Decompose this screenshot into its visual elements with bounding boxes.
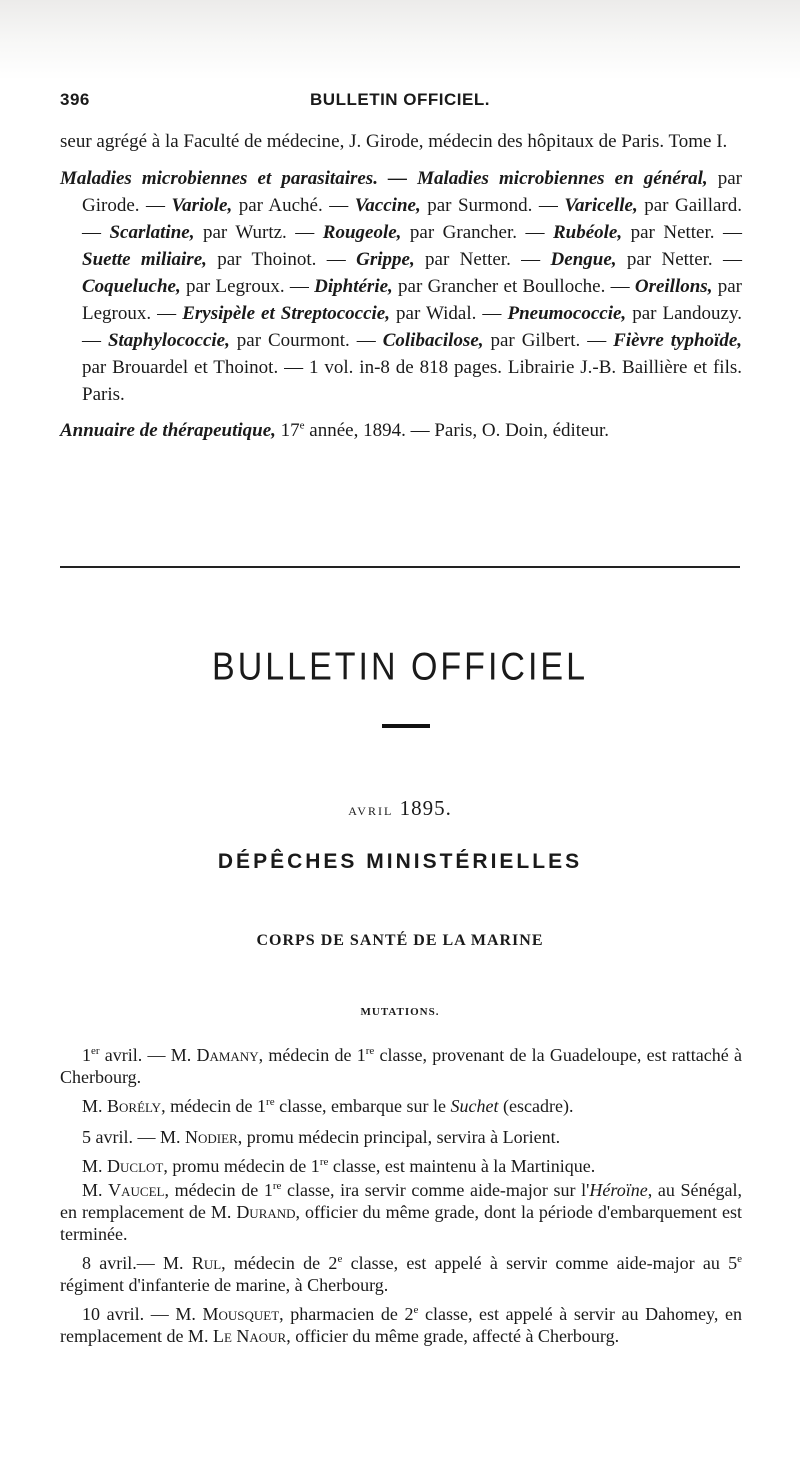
italic-title: Colibacilose, [382,330,484,351]
mutation-entry [60,1095,742,1117]
text-run: par Netter. — [622,222,743,243]
text-run: classe, est appelé à servir comme aide-major au 5 [342,1253,738,1273]
superscript: er [91,1045,100,1057]
italic-title: Suette miliaire, [82,249,207,270]
text-run: (escadre). [498,1096,574,1116]
text-run: année, 1894. — Paris, O. Doin, éditeur. [304,420,610,441]
text-run: par Landouzy. — [82,303,742,351]
continuation-paragraph: seur agrégé à la Faculté de médecine, J. Girode, médecin des hôpitaux de Paris. Tome I. [60,131,728,152]
text-run: classe, ira servir comme aide-major sur l' [281,1180,590,1200]
text-run: par Widal. — [390,303,508,324]
superscript: e [737,1253,743,1265]
text-run: , médecin de 1 [258,1045,366,1065]
text-run: par Brouardel et Thoinot. — 1 vol. in-8 de 818 pages. Librairie J.-B. Baillière et fils. Paris. [82,357,742,405]
mutation-entry [60,1179,742,1245]
italic-title: Pneumococcie, [507,303,627,324]
text-run: par Gaillard. — [82,195,742,243]
person-name: Vaucel [108,1180,165,1200]
italic-title: Staphylococcie, [107,330,230,351]
text-run: par Legroux. — [180,276,315,297]
superscript: re [272,1180,282,1192]
italic-title: Annuaire de thérapeutique, [60,420,276,441]
italic-title: Rubéole, [552,222,623,243]
italic-title: Rougeole, [322,222,402,243]
italic-title: Dengue, [550,249,617,270]
text-run: , médecin de 1 [161,1096,267,1116]
superscript: e [413,1304,419,1316]
italic-title: Coqueluche, [82,276,181,297]
text-run: classe, est appelé à servir au Dahomey, en remplacement de M. [60,1304,742,1346]
text-run: 5 avril. — M. [82,1127,185,1147]
text-run: , officier du même grade, dont la période d'embarquement est terminée. [60,1202,743,1244]
italic-title: Diphtérie, [314,276,393,297]
section-heading: DÉPÊCHES MINISTÉRIELLES [217,850,583,873]
text-run: 10 avril. — M. [82,1304,203,1324]
italic-title: Oreillons, [634,276,713,297]
text-run: , médecin de 2 [221,1253,338,1273]
text-run: par Surmond. — [420,195,565,216]
person-name: Rul [191,1253,222,1273]
text-run: , pharmacien de 2 [279,1304,414,1324]
italic-title: Erysipèle et Streptococcie, [182,303,390,324]
running-header [60,90,740,116]
running-title: BULLETIN OFFICIEL. [310,90,490,109]
text-run: , officier du même grade, affecté à Cherbourg. [286,1326,620,1346]
date-heading [0,796,800,821]
text-run: , médecin de 1 [164,1180,273,1200]
text-run: M. [82,1096,108,1116]
mutation-entry [60,1252,742,1296]
text-run: 17 [275,420,300,441]
text-run: , promu médecin principal, servira à Lorient. [237,1127,561,1147]
page-number: 396 [60,90,90,109]
text-run: régiment d'infanterie de marine, à Cherbourg. [60,1275,389,1295]
italic-title: Fièvre typhoïde, [613,330,743,351]
mutations-list [60,1044,742,1354]
superscript: re [319,1156,329,1168]
text-run: , au Sénégal, en remplacement de M. [60,1180,742,1222]
person-name: Durand [236,1202,296,1222]
ship-name: Suchet [450,1096,499,1116]
italic-title: Variole, [171,195,233,216]
text-run: 8 avril.— M. [82,1253,192,1273]
superscript: re [266,1096,275,1108]
year: 1895. [399,796,452,820]
text-run: par Grancher. — [401,222,553,243]
italic-title: Vaccine, [354,195,421,216]
ship-name: Héroïne [589,1180,648,1200]
text-run: par Gilbert. — [483,330,614,351]
person-name: Nodier [185,1127,238,1147]
superscript: re [365,1045,375,1057]
text-run: par Girode. — [82,168,742,216]
person-name: Le Naour [212,1326,287,1346]
text-run: par Legroux. — [82,276,742,324]
month: avril [348,800,394,819]
italic-title: Varicelle, [564,195,638,216]
text-run: classe, embarque sur le [274,1096,451,1116]
text-run: 1 [82,1045,91,1065]
italic-title: Maladies microbiennes et parasitaires. — Maladies microbiennes en général, [60,168,708,189]
text-run: avril. — M. [99,1045,197,1065]
italic-title: Scarlatine, [109,222,195,243]
text-run: par Netter. — [414,249,551,270]
book-entry-maladies [60,165,742,408]
bulletin-title: BULLETIN OFFICIEL [212,645,588,689]
book-entry-annuaire [60,417,742,444]
title-underline [382,724,430,728]
text-run: , promu médecin de 1 [163,1156,320,1176]
text-run: M. [82,1156,108,1176]
person-name: Damany [196,1045,259,1065]
text-run: par Wurtz. — [194,222,323,243]
text-run: par Grancher et Boulloche. — [392,276,635,297]
person-name: Borély [107,1096,162,1116]
text-run: classe, est maintenu à la Martinique. [328,1156,596,1176]
mutation-entry [60,1126,742,1148]
superscript: e [337,1253,343,1265]
section-divider [60,566,740,568]
corps-heading: CORPS DE SANTÉ DE LA MARINE [256,932,544,949]
bibliography-block [60,128,742,453]
text-run: par Auché. — [232,195,355,216]
person-name: Duclot [107,1156,164,1176]
text-run: par Courmont. — [229,330,383,351]
superscript: e [299,419,305,432]
mutations-heading: MUTATIONS. [360,1006,440,1018]
person-name: Mousquet [202,1304,280,1324]
text-run: par Netter. — [616,249,743,270]
mutation-entry [60,1303,742,1347]
text-run: classe, provenant de la Guadeloupe, est rattaché à Cherbourg. [60,1045,742,1087]
mutation-entry [60,1155,742,1177]
italic-title: Grippe, [356,249,415,270]
text-run: M. [82,1180,109,1200]
mutation-entry [60,1044,742,1088]
text-run: par Thoinot. — [206,249,357,270]
